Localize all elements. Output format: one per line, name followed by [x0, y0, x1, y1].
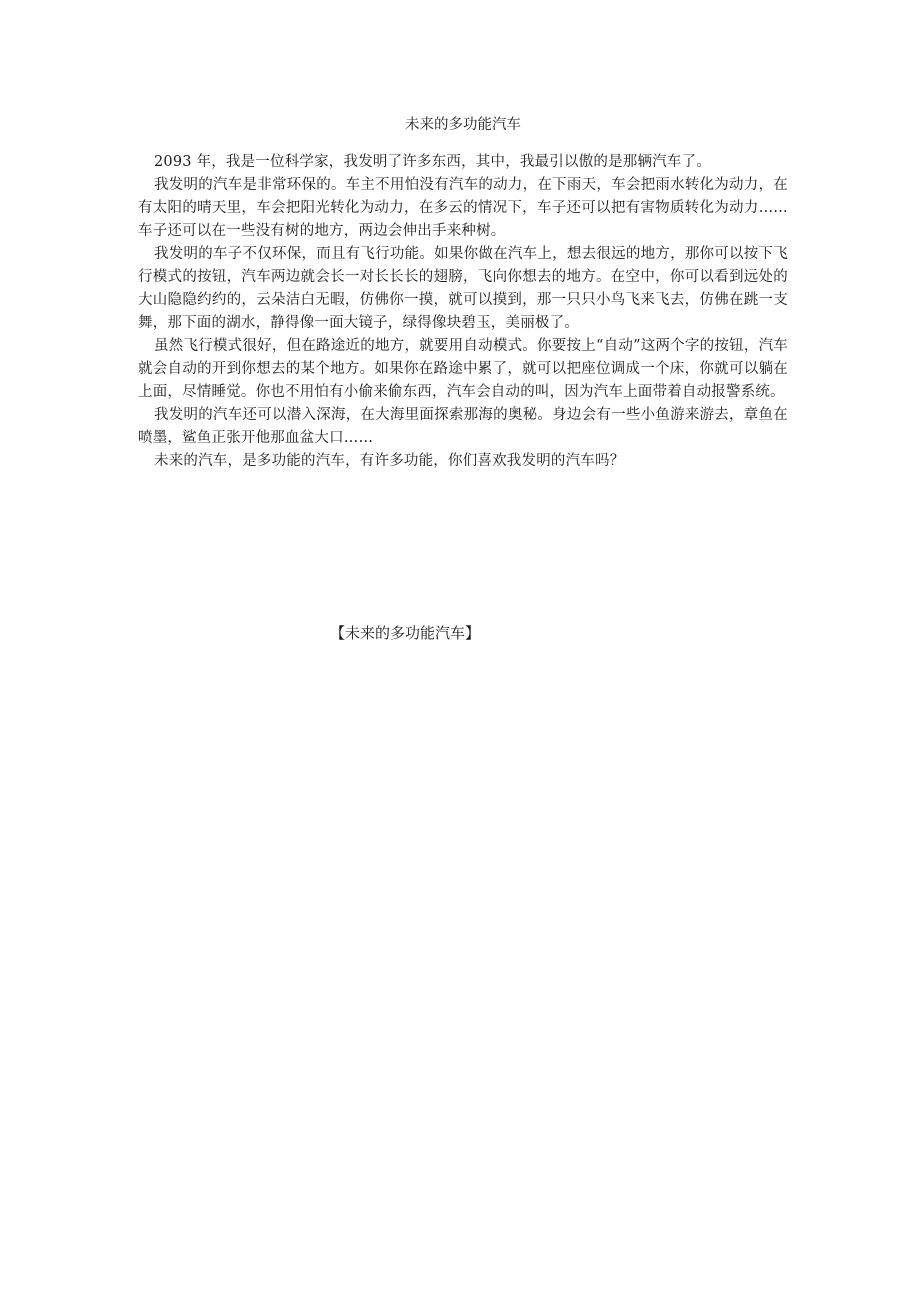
- document-title: 未来的多功能汽车: [405, 117, 521, 133]
- paragraph-flying: 我发明的车子不仅环保，而且有飞行功能。如果你做在汽车上，想去很远的地方，那你可以按下飞行模式的按钮，汽车两边就会长一对长长长的翅膀，飞向你想去的地方。在空中，你可以看到远处的大山隐隐约约的，云朵洁白无暇，仿佛你一摸，就可以摸到，那一只只小鸟飞来飞去，仿佛在跳一支舞，那下面的湖水，静得像一面大镜子，绿得像块碧玉，美丽极了。: [138, 246, 788, 331]
- paragraph-deep-sea: 我发明的汽车还可以潜入深海，在大海里面探索那海的奥秘。身边会有一些小鱼游来游去，章鱼在喷墨，鲨鱼正张开他那血盆大口……: [138, 407, 788, 446]
- paragraph-intro: 2093 年，我是一位科学家，我发明了许多东西，其中，我最引以傲的是那辆汽车了。: [154, 154, 712, 170]
- paragraph-eco: 我发明的汽车是非常环保的。车主不用怕没有汽车的动力，在下雨天，车会把雨水转化为动力，在有太阳的晴天里，车会把阳光转化为动力，在多云的情况下，车子还可以把有害物质转化为动力……车子还可以在一些没有树的地方，两边会伸出手来种树。: [138, 177, 788, 239]
- document-page: [138, 114, 788, 473]
- paragraph-auto: 虽然飞行模式很好，但在路途近的地方，就要用自动模式。你要按上“自动”这两个字的按钮，汽车就会自动的开到你想去的某个地方。如果你在路途中累了，就可以把座位调成一个床，你就可以躺在上面，尽情睡觉。你也不用怕有小偷来偷东西，汽车会自动的叫，因为汽车上面带着自动报警系统。: [138, 338, 788, 400]
- paragraph-conclusion: 未来的汽车，是多功能的汽车，有许多功能，你们喜欢我发明的汽车吗？: [154, 453, 625, 469]
- footer-title: 【未来的多功能汽车】: [330, 624, 481, 642]
